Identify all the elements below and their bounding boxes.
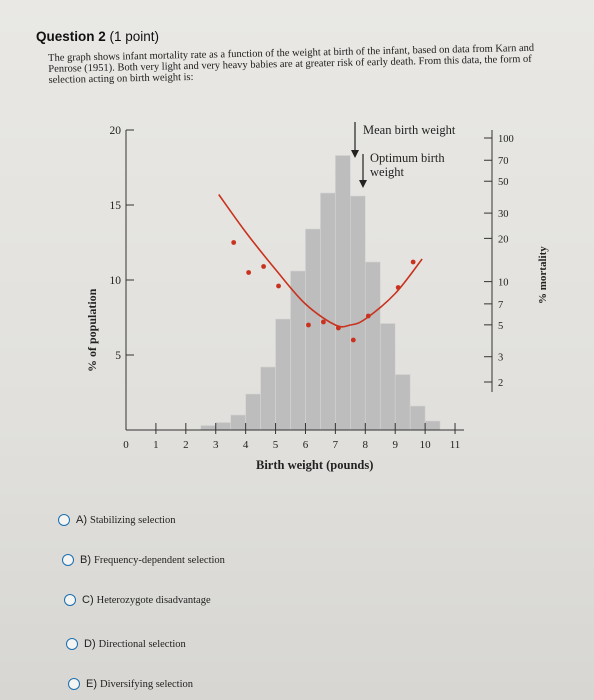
x-tick-label: 10 [419, 439, 431, 451]
option-a[interactable] [58, 514, 175, 526]
mortality-point [246, 270, 251, 275]
option-e[interactable] [68, 678, 193, 690]
histogram-bar [380, 324, 395, 431]
y-tick-label: 15 [109, 200, 121, 212]
mean-weight-arrow [351, 150, 359, 158]
mortality-point [366, 314, 371, 319]
option-d-radio[interactable] [66, 638, 78, 650]
y2-tick-label: 30 [498, 209, 509, 221]
y2-ticks [484, 134, 514, 389]
y2-axis-label: % mortality [537, 246, 549, 304]
y-tick-label: 20 [109, 125, 121, 137]
y-tick-label: 10 [109, 275, 121, 287]
chart-legend [351, 122, 456, 188]
option-e-letter: E) [86, 678, 97, 690]
y-tick-label: 5 [115, 350, 121, 362]
mortality-point [321, 320, 326, 325]
y-axis-label: % of population [85, 288, 99, 372]
x-tick-label: 4 [242, 439, 249, 451]
option-b-radio[interactable] [62, 554, 74, 566]
histogram-bar [231, 415, 246, 430]
mortality-point [306, 323, 311, 328]
option-d[interactable] [66, 638, 186, 650]
x-tick-label: 1 [153, 439, 159, 451]
y2-tick-label: 2 [498, 378, 504, 389]
y2-tick-label: 100 [498, 134, 514, 145]
legend-mean-birth-weight: Mean birth weight [363, 123, 456, 137]
y-ticks [110, 125, 135, 362]
question-points: (1 point) [109, 29, 160, 44]
option-a-text: Stabilizing selection [90, 514, 176, 526]
mortality-point [261, 264, 266, 269]
mortality-point [336, 326, 341, 331]
mortality-point [351, 338, 356, 343]
histogram-bar [201, 426, 216, 431]
histogram-bar [216, 423, 231, 431]
x-tick-label: 8 [362, 439, 369, 451]
x-axis-label: Birth weight (pounds) [256, 458, 374, 472]
mortality-chart [76, 112, 566, 482]
option-a-letter: A) [76, 514, 87, 526]
histogram-bars [201, 156, 440, 431]
y2-tick-label: 3 [498, 352, 504, 364]
x-tick-label: 5 [272, 439, 279, 451]
histogram-bar [410, 406, 425, 430]
option-c-radio[interactable] [64, 594, 76, 606]
x-tick-label: 2 [183, 439, 189, 451]
y2-tick-label: 5 [498, 320, 504, 332]
question-title: Question 2 [36, 29, 106, 44]
x-tick-label: 6 [302, 439, 309, 451]
option-b-letter: B) [80, 554, 91, 566]
histogram-bar [425, 421, 440, 430]
x-tick-label: 7 [332, 439, 339, 451]
histogram-bar [261, 367, 276, 430]
x-tick-label: 3 [212, 439, 219, 451]
optimum-weight-arrow [359, 180, 367, 188]
option-b-text: Frequency-dependent selection [94, 554, 225, 566]
x-tick-label: 9 [392, 439, 398, 451]
y2-tick-label: 20 [498, 234, 509, 246]
x-tick-label: 0 [123, 439, 129, 451]
mortality-point [396, 285, 401, 290]
histogram-bar [350, 196, 365, 430]
question-prompt: The graph shows infant mortality rate as a function of the weight at birth of the infant, based on data from Karn and Penrose (1951). Both very light and very heavy babies are at greater risk of early death. From this data, the form of selection acting on birth weight is: [48, 42, 535, 86]
y2-tick-label: 50 [498, 177, 509, 189]
option-c-text: Heterozygote disadvantage [96, 594, 211, 606]
legend-optimum-birth-weight: Optimum birth weight [370, 151, 445, 179]
mortality-point [231, 240, 236, 245]
option-e-radio[interactable] [68, 678, 80, 690]
x-tick-label: 11 [449, 439, 461, 451]
y2-tick-label: 10 [498, 277, 509, 289]
histogram-bar [291, 271, 306, 430]
histogram-bar [246, 394, 261, 430]
option-c-letter: C) [82, 594, 94, 606]
histogram-bar [305, 229, 320, 430]
y2-tick-label: 7 [498, 299, 504, 311]
option-c[interactable] [64, 594, 211, 606]
y2-tick-label: 70 [498, 156, 509, 168]
histogram-bar [335, 156, 350, 431]
histogram-bar [276, 319, 291, 430]
option-d-text: Directional selection [98, 638, 186, 650]
option-a-radio[interactable] [58, 514, 70, 526]
mortality-point [411, 260, 416, 265]
mortality-figure [76, 112, 566, 482]
histogram-bar [320, 193, 335, 430]
question-heading [36, 29, 159, 44]
histogram-bar [365, 262, 380, 430]
mortality-point [276, 284, 281, 289]
histogram-bar [395, 375, 410, 431]
option-b[interactable] [62, 554, 225, 566]
option-e-text: Diversifying selection [100, 678, 194, 690]
option-d-letter: D) [84, 638, 96, 650]
